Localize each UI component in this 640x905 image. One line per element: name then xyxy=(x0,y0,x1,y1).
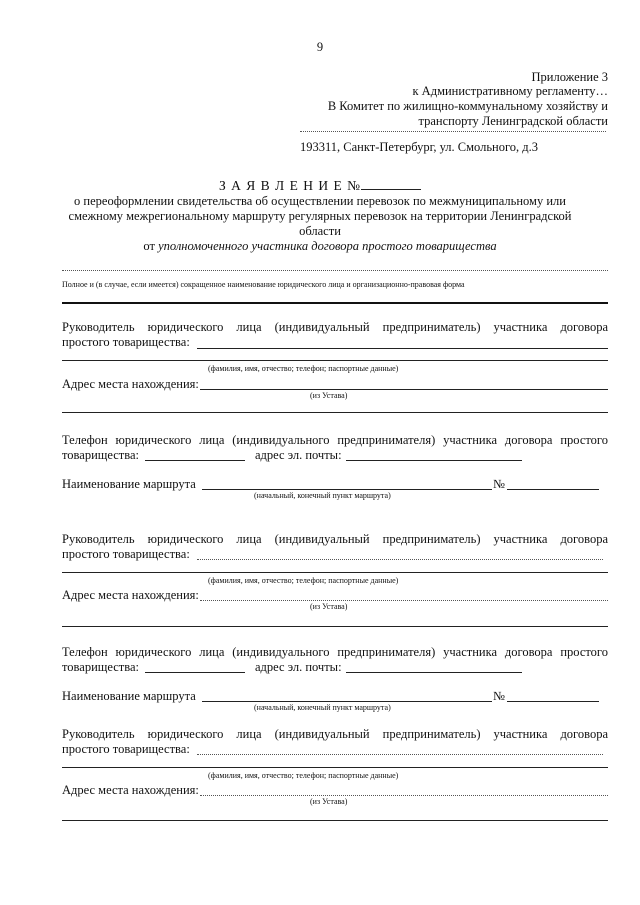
phone-label: товарищества: xyxy=(62,448,140,462)
email-field[interactable] xyxy=(346,460,522,461)
route-hint: (начальный, конечный пункт маршрута) xyxy=(254,703,391,712)
phone-field[interactable] xyxy=(145,460,245,461)
application-title xyxy=(0,178,640,193)
section-divider xyxy=(62,302,608,304)
phone-label: товарищества: xyxy=(62,660,140,674)
route-number-field[interactable] xyxy=(507,701,599,702)
address-field-extra[interactable] xyxy=(62,820,608,821)
address-field[interactable] xyxy=(200,389,608,390)
manager-field-extra[interactable] xyxy=(62,360,608,361)
address-label: Адрес места нахождения: xyxy=(62,377,199,391)
route-number-sign: № xyxy=(493,689,505,703)
title-heading: З А Я В Л Е Н И Е № xyxy=(219,178,361,193)
manager-field-extra[interactable] xyxy=(62,572,608,573)
header-separator xyxy=(300,131,606,132)
address-field[interactable] xyxy=(200,600,608,601)
manager-label-line-2: простого товарищества: xyxy=(62,335,190,349)
org-name-field[interactable] xyxy=(62,270,608,271)
route-field[interactable] xyxy=(202,489,492,490)
manager-label-line-1: Руководитель юридического лица (индивидуальный предприниматель) участника договора xyxy=(62,532,608,546)
manager-label-line-2: простого товарищества: xyxy=(62,742,190,756)
route-label: Наименование маршрута xyxy=(62,689,196,703)
route-label: Наименование маршрута xyxy=(62,477,196,491)
email-field[interactable] xyxy=(346,672,522,673)
page-number: 9 xyxy=(316,40,324,54)
route-number-sign: № xyxy=(493,477,505,491)
route-hint: (начальный, конечный пункт маршрута) xyxy=(254,491,391,500)
title-applicant: уполномоченного участника договора простого товарищества xyxy=(158,239,497,253)
address-hint: (из Устава) xyxy=(310,602,348,611)
manager-label-line-1: Руководитель юридического лица (индивидуальный предприниматель) участника договора xyxy=(62,727,608,741)
address-field[interactable] xyxy=(200,795,608,796)
phone-label-line-1: Телефон юридического лица (индивидуального предпринимателя) участника договора простого xyxy=(62,433,608,447)
manager-field-extra[interactable] xyxy=(62,767,608,768)
title-line-1: о переоформлении свидетельства об осуществлении перевозок по межмуниципальному или xyxy=(74,194,566,208)
manager-field[interactable] xyxy=(197,754,603,755)
manager-label-line-1: Руководитель юридического лица (индивидуальный предприниматель) участника договора xyxy=(62,320,608,334)
addressee-line-1: В Комитет по жилищно-коммунальному хозяйству и xyxy=(327,99,608,113)
address-field-extra[interactable] xyxy=(62,412,608,413)
title-line-2: смежному межрегиональному маршруту регулярных перевозок на территории Ленинградской xyxy=(68,209,572,223)
address-label: Адрес места нахождения: xyxy=(62,588,199,602)
route-field[interactable] xyxy=(202,701,492,702)
title-line-4 xyxy=(0,239,640,254)
title-from: от xyxy=(143,239,159,253)
address-field-extra[interactable] xyxy=(62,626,608,627)
appendix-label: Приложение 3 xyxy=(531,70,608,84)
manager-hint: (фамилия, имя, отчество; телефон; паспортные данные) xyxy=(208,771,399,780)
manager-field[interactable] xyxy=(197,559,603,560)
route-number-field[interactable] xyxy=(507,489,599,490)
regulation-label: к Административному регламенту… xyxy=(412,84,608,98)
email-label: адрес эл. почты: xyxy=(255,448,342,462)
phone-field[interactable] xyxy=(145,672,245,673)
phone-label-line-1: Телефон юридического лица (индивидуального предпринимателя) участника договора простого xyxy=(62,645,608,659)
manager-hint: (фамилия, имя, отчество; телефон; паспортные данные) xyxy=(208,576,399,585)
addressee-address: 193311, Санкт-Петербург, ул. Смольного, д.3 xyxy=(300,140,539,154)
email-label: адрес эл. почты: xyxy=(255,660,342,674)
manager-label-line-2: простого товарищества: xyxy=(62,547,190,561)
address-hint: (из Устава) xyxy=(310,797,348,806)
application-number-field[interactable] xyxy=(361,178,421,190)
manager-hint: (фамилия, имя, отчество; телефон; паспортные данные) xyxy=(208,364,399,373)
title-line-3: области xyxy=(299,224,341,238)
address-label: Адрес места нахождения: xyxy=(62,783,199,797)
address-hint: (из Устава) xyxy=(310,391,348,400)
org-name-hint: Полное и (в случае, если имеется) сокращенное наименование юридического лица и организационно-правовая форма xyxy=(62,280,465,289)
manager-field[interactable] xyxy=(197,348,608,349)
addressee-line-2: транспорту Ленинградской области xyxy=(418,114,608,128)
